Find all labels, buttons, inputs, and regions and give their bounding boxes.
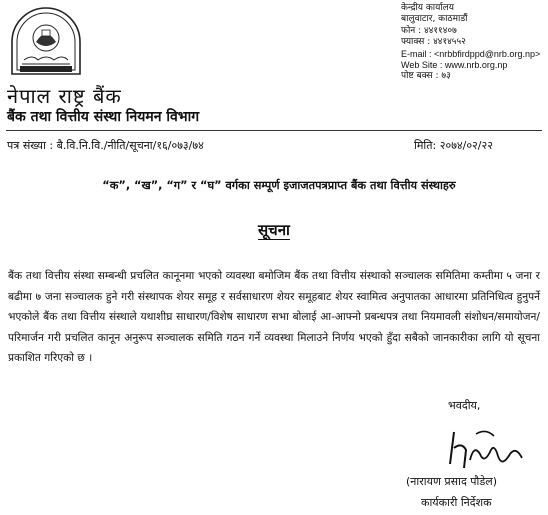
- closing-salutation: भवदीय,: [448, 399, 481, 412]
- notice-title: [0, 220, 548, 240]
- header-divider: [6, 130, 542, 131]
- nepal-rastra-bank-seal-icon: [8, 4, 84, 78]
- office-line: केन्द्रीय कार्यालय: [401, 3, 455, 13]
- office-website: Web Site : www.nrb.org.np: [401, 60, 508, 71]
- handwritten-signature: [440, 424, 530, 480]
- office-line: बालुवाटार, काठमाडौं: [401, 14, 468, 25]
- office-line: फोन : ४४११४०७: [401, 25, 457, 36]
- notice-body: बैंक तथा वित्तीय संस्था सम्बन्धी प्रचलित कानूनमा भएको व्यवस्था बमोजिम बैंक तथा वित्तीय संस्थाको सञ्चालक समितिमा कम्तीमा ५ जना र बढीमा ७ जना सञ्चालक हुने गरी संस्थापक शेयर समूह र सर्वसाधारण शेयर समूहबाट शेयर स्वामित्व अनुपातका आधारमा प्रतिनिधित्व हुनुपर्ने भएकोले बैंक तथा वित्तीय संस्थाले यथाशीघ्र साधारण/विशेष साधारण सभा बोलाई आ-आफ्नो प्रबन्धपत्र तथा नियमावली संशोधन/समायोजन/परिमार्जन गरी प्रचलित कानून अनुरूप सञ्चालक समिति गठन गर्ने व्यवस्था मिलाउने निर्णय भएको हुँदा सबैको जानकारीका लागि यो सूचना प्रकाशित गरिएको छ ।: [8, 270, 540, 365]
- notice-title-text: सूचना: [258, 221, 290, 239]
- reference-number: पत्र संख्या : बै.वि.नि.वि./नीति/सूचना/१६/०७३/७४: [7, 139, 204, 152]
- department-name: बैंक तथा वित्तीय संस्था नियमन विभाग: [7, 109, 200, 125]
- signer-name: (नारायण प्रसाद पौडेल): [406, 475, 498, 488]
- office-contact-block: [401, 3, 546, 83]
- letter-date: मिति: २०७४/०२/२२: [414, 139, 493, 152]
- addressee: “क”, “ख”, “ग” र “घ” वर्गका सम्पूर्ण इजाजतपत्रप्राप्त बैंक तथा वित्तीय संस्थाहरु: [102, 179, 456, 192]
- office-line: पोष्ट बक्स : ७३: [401, 71, 451, 82]
- bank-name: नेपाल राष्ट्र बैंक: [7, 84, 122, 108]
- signer-title: कार्यकारी निर्देशक: [421, 496, 492, 509]
- office-line: फ्याक्स : ४४१४५५२: [401, 37, 466, 48]
- office-email: E-mail : <nrbbfirdppd@nrb.org.np>: [401, 48, 541, 59]
